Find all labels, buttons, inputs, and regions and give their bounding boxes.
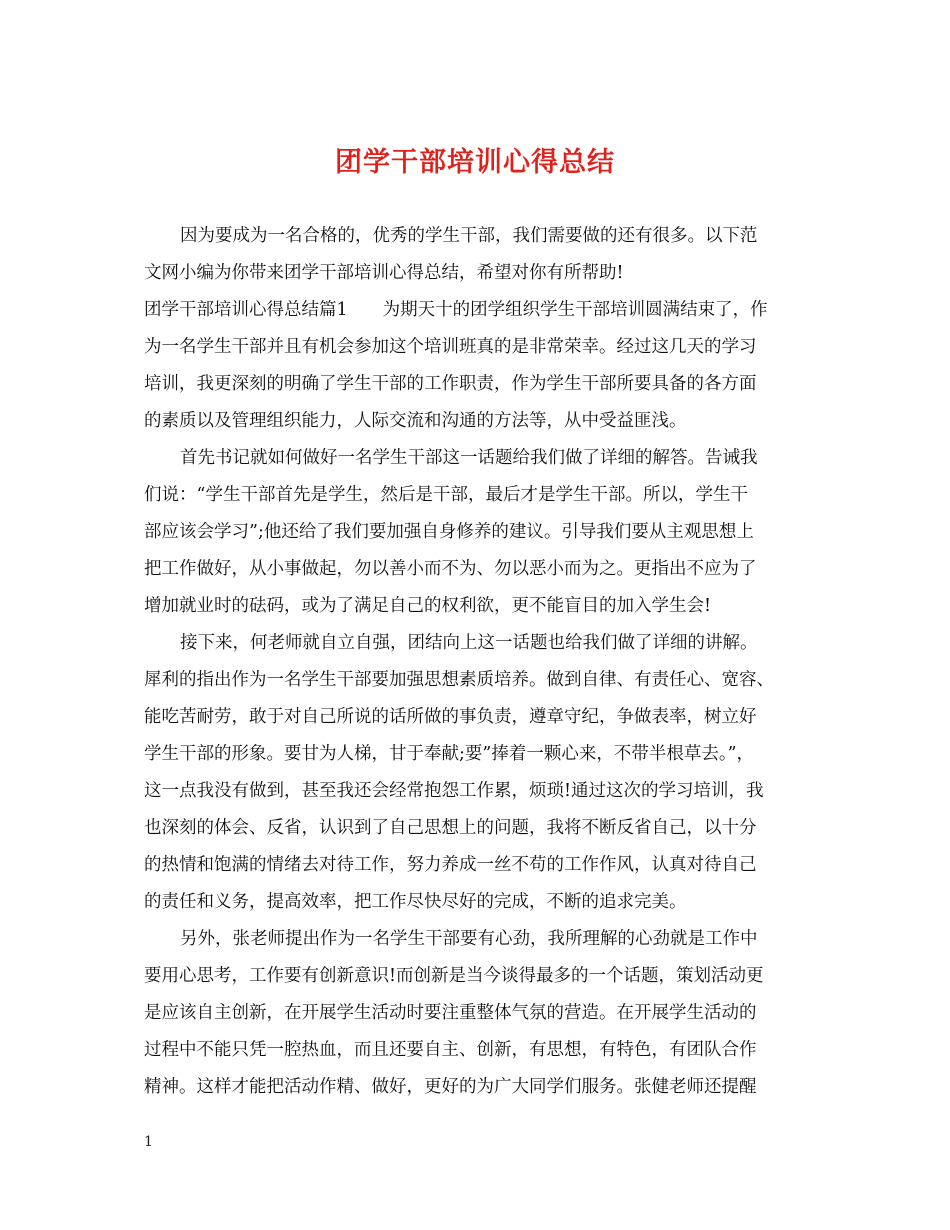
paragraph-line: 能吃苦耐劳，敢于对自己所说的话所做的事负责，遵章守纪，争做表率，树立好 [144,707,757,727]
page-number: 1 [144,1134,153,1150]
paragraph-line: 精神。这样才能把活动作精、做好，更好的为广大同学们服务。张健老师还提醒 [144,1077,757,1097]
paragraph-line: 团学干部培训心得总结篇1 为期天十的团学组织学生干部培训圆满结束了，作 [144,300,768,320]
paragraph-line: 犀利的指出作为一名学生干部要加强思想素质培养。做到自律、有责任心、宽容、 [144,670,774,690]
paragraph-line: 接下来，何老师就自立自强，团结向上这一话题也给我们做了详细的讲解。 [180,633,758,653]
paragraph-line: 另外，张老师提出作为一名学生干部要有心劲，我所理解的心劲就是工作中 [180,929,758,949]
paragraph-line: 也深刻的体会、反省，认识到了自己思想上的问题，我将不断反省自己，以十分 [144,818,757,838]
paragraph-line: 部应该会学习”;他还给了我们要加强自身修养的建议。引导我们要从主观思想上 [144,522,754,542]
paragraph-line: 的热情和饱满的情绪去对待工作，努力养成一丝不苟的工作作风，认真对待自己 [144,855,757,875]
paragraph-line: 首先书记就如何做好一名学生干部这一话题给我们做了详细的解答。告诫我 [180,448,758,468]
document-title: 团学干部培训心得总结 [335,147,615,178]
paragraph-line: 培训，我更深刻的明确了学生干部的工作职责，作为学生干部所要具备的各方面 [144,374,757,394]
paragraph-line: 的责任和义务，提高效率，把工作尽快尽好的完成，不断的追求完美。 [144,892,687,912]
paragraph-line: 这一点我没有做到，甚至我还会经常抱怨工作累，烦琐!通过这次的学习培训，我 [144,781,764,801]
paragraph-line: 文网小编为你带来团学干部培训心得总结，希望对你有所帮助! [144,263,624,283]
paragraph-line: 要用心思考，工作要有创新意识!而创新是当今谈得最多的一个话题，策划活动更 [144,966,764,986]
paragraph-line: 因为要成为一名合格的，优秀的学生干部，我们需要做的还有很多。以下范 [180,226,758,246]
paragraph-line: 过程中不能只凭一腔热血，而且还要自主、创新，有思想，有特色，有团队合作 [144,1040,757,1060]
paragraph-line: 的素质以及管理组织能力，人际交流和沟通的方法等，从中受益匪浅。 [144,411,687,431]
paragraph-line: 把工作做好，从小事做起，勿以善小而不为、勿以恶小而为之。更指出不应为了 [144,559,757,579]
paragraph-line: 为一名学生干部并且有机会参加这个培训班真的是非常荣幸。经过这几天的学习 [144,337,757,357]
document-body [144,218,809,1106]
paragraph-line: 们说：“学生干部首先是学生，然后是干部，最后才是学生干部。所以，学生干 [144,485,748,505]
paragraph-line: 是应该自主创新，在开展学生活动时要注重整体气氛的营造。在开展学生活动的 [144,1003,757,1023]
paragraph-line: 增加就业时的砝码，或为了满足自己的权利欲，更不能盲目的加入学生会! [144,596,712,616]
paragraph-line: 学生干部的形象。要甘为人梯，甘于奉献;要”捧着一颗心来，不带半根草去。”， [144,744,755,764]
